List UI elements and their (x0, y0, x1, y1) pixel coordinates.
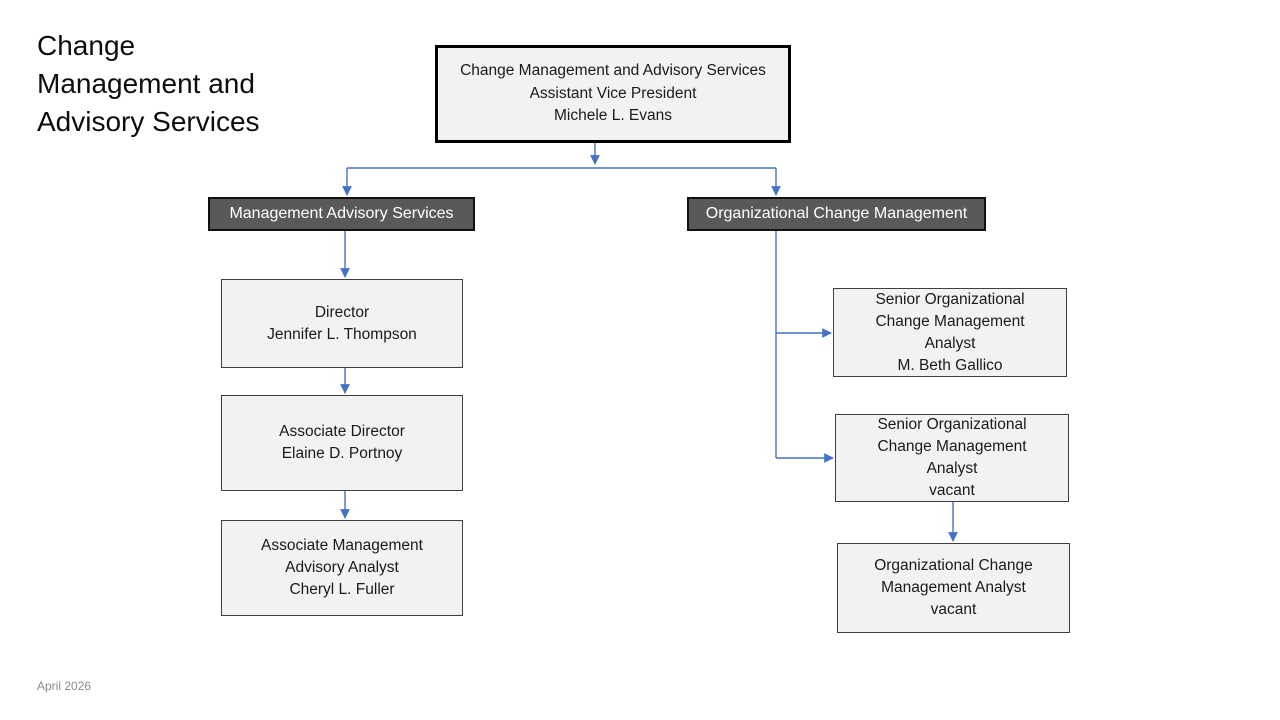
org-box-assistant-vice-president (435, 45, 791, 143)
org-box-senior-ocm-analyst-vacant (835, 414, 1069, 502)
org-box-role: Associate Director (279, 423, 405, 440)
group-label: Organizational Change Management (705, 205, 968, 222)
org-box-associate-management-advisory-analyst (221, 520, 463, 616)
group-box-management-advisory-services (208, 197, 475, 231)
org-box-associate-director (221, 395, 463, 491)
org-box-role: Analyst (924, 334, 976, 352)
org-box-role: Analyst (926, 460, 978, 477)
date-footer: April 2026 (37, 679, 92, 693)
org-box-ocm-analyst-vacant (837, 543, 1070, 633)
org-box-role: Organizational Change (874, 557, 1033, 574)
org-box-role: Director (314, 303, 370, 321)
org-box-role: Change Management (875, 312, 1025, 330)
org-box-person: vacant (930, 601, 977, 618)
org-box-senior-ocm-analyst-gallico (833, 288, 1067, 377)
slide-title-line: Management and (37, 68, 255, 99)
org-box-role: Senior Organizational (877, 416, 1027, 433)
org-box-person: Jennifer L. Thompson (267, 325, 417, 343)
group-box-organizational-change-management (687, 197, 986, 231)
org-box-role: Senior Organizational (875, 290, 1025, 308)
org-box-person: Elaine D. Portnoy (281, 445, 403, 462)
slide-title (37, 27, 337, 141)
org-box-title: Change Management and Advisory Services (460, 62, 766, 80)
org-box-person: Cheryl L. Fuller (289, 581, 395, 598)
group-label: Management Advisory Services (229, 205, 454, 222)
org-box-role: Associate Management (261, 537, 423, 554)
org-box-role: Assistant Vice President (529, 84, 697, 102)
org-box-person: Michele L. Evans (553, 107, 673, 125)
slide-title-line: Change (37, 30, 136, 61)
org-box-director (221, 279, 463, 368)
org-box-role: Management Analyst (881, 579, 1026, 596)
slide-title-line: Advisory Services (37, 106, 260, 137)
org-box-role: Change Management (877, 438, 1027, 455)
org-box-person: vacant (929, 482, 975, 499)
org-box-person: M. Beth Gallico (897, 356, 1003, 374)
org-box-role: Advisory Analyst (285, 559, 399, 576)
